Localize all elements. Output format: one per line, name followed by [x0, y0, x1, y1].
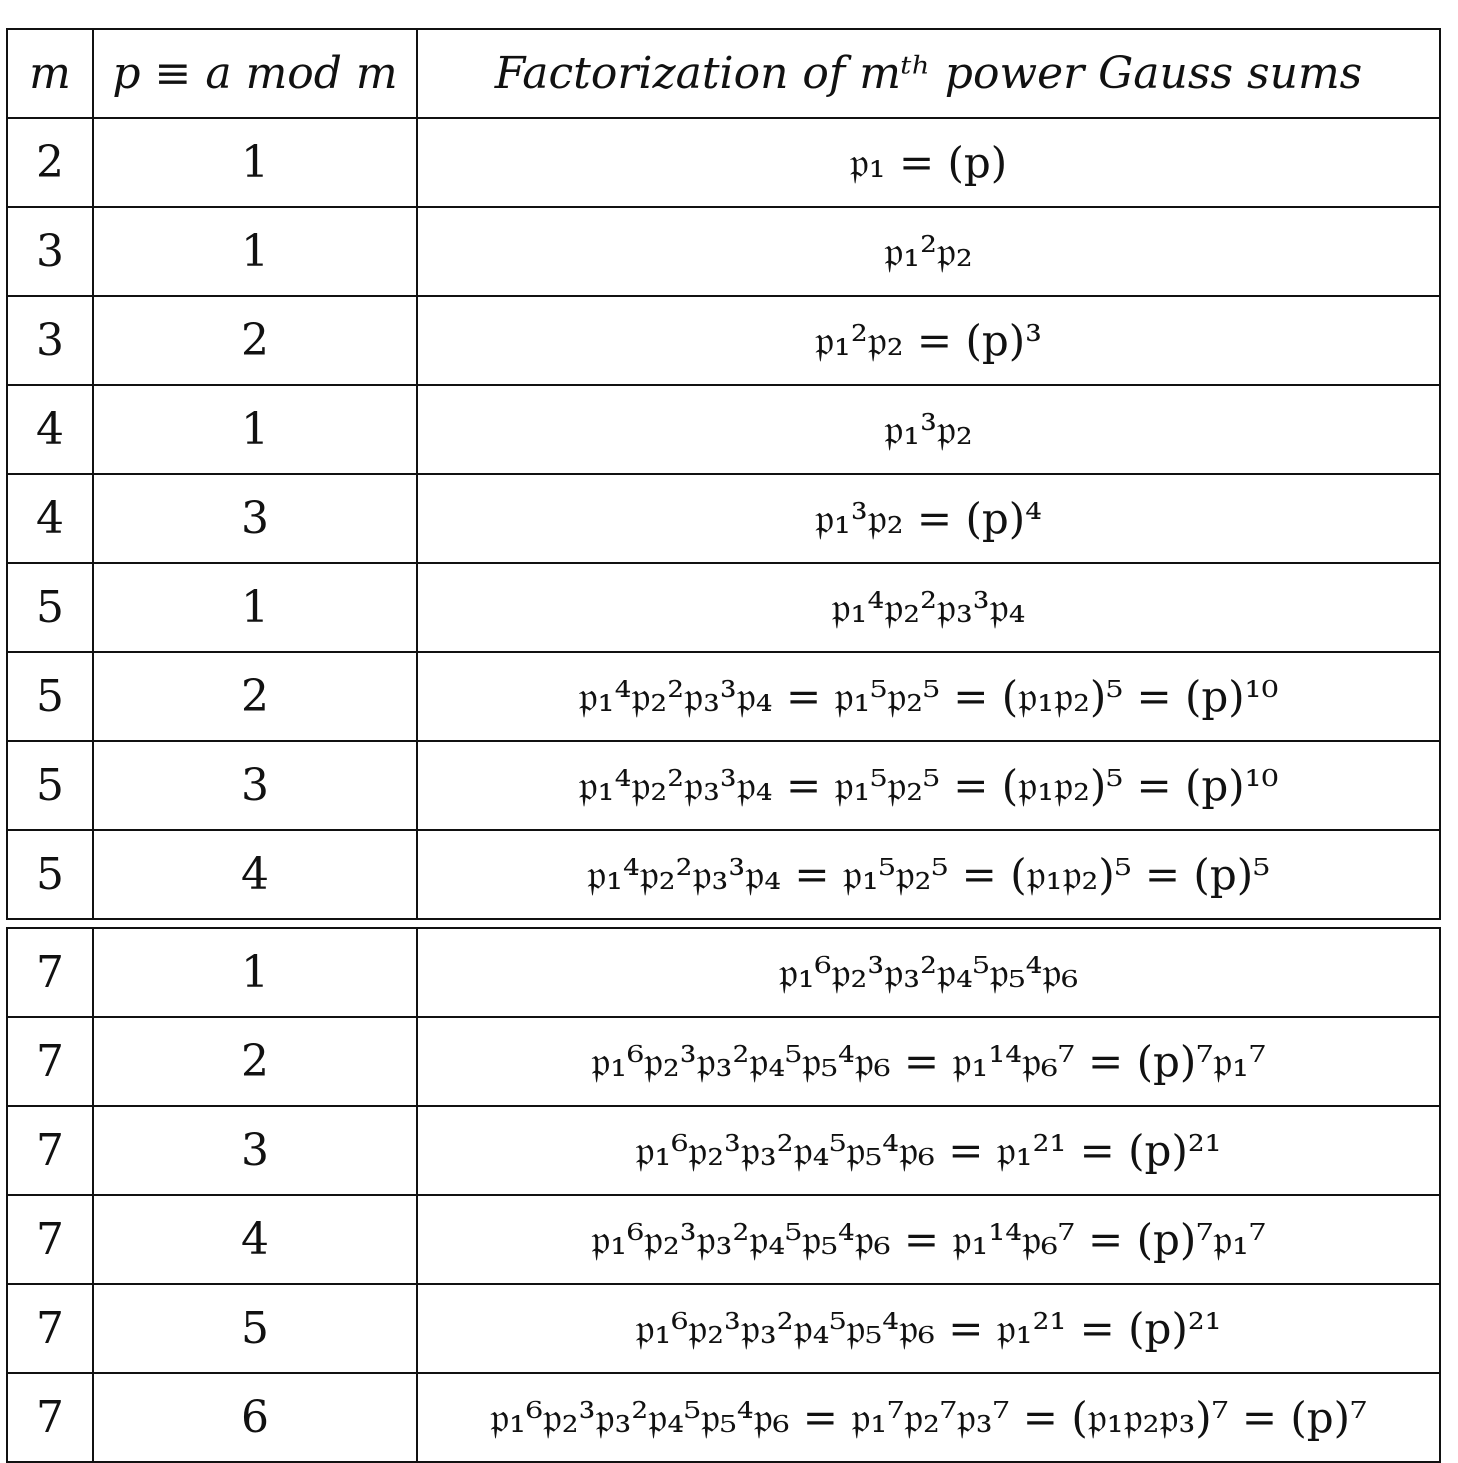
table-row — [7, 118, 1440, 207]
cell-residue: 1 — [93, 563, 417, 652]
table-row — [7, 1106, 1440, 1195]
cell-residue: 2 — [93, 1017, 417, 1106]
table-row — [7, 1195, 1440, 1284]
cell-m: 7 — [7, 1017, 93, 1106]
cell-m: 4 — [7, 474, 93, 563]
cell-factorization: 𝔭₁⁶𝔭₂³𝔭₃²𝔭₄⁵𝔭₅⁴𝔭₆ = 𝔭₁⁷𝔭₂⁷𝔭₃⁷ = (𝔭₁𝔭₂𝔭₃)⁷ = (p)⁷ — [417, 1373, 1440, 1462]
cell-m: 4 — [7, 385, 93, 474]
cell-m: 7 — [7, 1373, 93, 1462]
cell-factorization: 𝔭₁⁴𝔭₂²𝔭₃³𝔭₄ = 𝔭₁⁵𝔭₂⁵ = (𝔭₁𝔭₂)⁵ = (p)⁵ — [417, 830, 1440, 919]
cell-factorization: 𝔭₁³𝔭₂ — [417, 385, 1440, 474]
cell-factorization: 𝔭₁²𝔭₂ = (p)³ — [417, 296, 1440, 385]
table-row — [7, 928, 1440, 1017]
gauss-sum-table-top — [6, 28, 1441, 920]
cell-residue: 1 — [93, 928, 417, 1017]
cell-m: 2 — [7, 118, 93, 207]
cell-factorization: 𝔭₁⁴𝔭₂²𝔭₃³𝔭₄ = 𝔭₁⁵𝔭₂⁵ = (𝔭₁𝔭₂)⁵ = (p)¹⁰ — [417, 741, 1440, 830]
cell-residue: 3 — [93, 741, 417, 830]
table-row — [7, 385, 1440, 474]
table-row — [7, 652, 1440, 741]
cell-m: 7 — [7, 1195, 93, 1284]
cell-m: 5 — [7, 741, 93, 830]
table-row — [7, 563, 1440, 652]
cell-factorization: 𝔭₁ = (p) — [417, 118, 1440, 207]
cell-m: 7 — [7, 928, 93, 1017]
header-factorization: Factorization of mᵗʰ power Gauss sums — [417, 29, 1440, 118]
cell-factorization: 𝔭₁⁶𝔭₂³𝔭₃²𝔭₄⁵𝔭₅⁴𝔭₆ = 𝔭₁²¹ = (p)²¹ — [417, 1284, 1440, 1373]
table-row — [7, 830, 1440, 919]
cell-m: 3 — [7, 296, 93, 385]
cell-factorization: 𝔭₁⁶𝔭₂³𝔭₃²𝔭₄⁵𝔭₅⁴𝔭₆ — [417, 928, 1440, 1017]
header-residue: p ≡ a mod m — [93, 29, 417, 118]
cell-factorization: 𝔭₁⁶𝔭₂³𝔭₃²𝔭₄⁵𝔭₅⁴𝔭₆ = 𝔭₁¹⁴𝔭₆⁷ = (p)⁷𝔭₁⁷ — [417, 1195, 1440, 1284]
cell-m: 5 — [7, 830, 93, 919]
cell-factorization: 𝔭₁⁴𝔭₂²𝔭₃³𝔭₄ — [417, 563, 1440, 652]
table-row — [7, 474, 1440, 563]
table-row — [7, 741, 1440, 830]
cell-residue: 2 — [93, 652, 417, 741]
table-row — [7, 1373, 1440, 1462]
cell-residue: 6 — [93, 1373, 417, 1462]
table-row — [7, 1284, 1440, 1373]
gauss-sum-table-bottom — [6, 927, 1441, 1463]
cell-m: 5 — [7, 652, 93, 741]
table-row — [7, 296, 1440, 385]
cell-factorization: 𝔭₁⁴𝔭₂²𝔭₃³𝔭₄ = 𝔭₁⁵𝔭₂⁵ = (𝔭₁𝔭₂)⁵ = (p)¹⁰ — [417, 652, 1440, 741]
cell-factorization: 𝔭₁⁶𝔭₂³𝔭₃²𝔭₄⁵𝔭₅⁴𝔭₆ = 𝔭₁²¹ = (p)²¹ — [417, 1106, 1440, 1195]
cell-factorization: 𝔭₁³𝔭₂ = (p)⁴ — [417, 474, 1440, 563]
header-m: m — [7, 29, 93, 118]
cell-residue: 3 — [93, 474, 417, 563]
table-row — [7, 207, 1440, 296]
table-row — [7, 1017, 1440, 1106]
cell-factorization: 𝔭₁⁶𝔭₂³𝔭₃²𝔭₄⁵𝔭₅⁴𝔭₆ = 𝔭₁¹⁴𝔭₆⁷ = (p)⁷𝔭₁⁷ — [417, 1017, 1440, 1106]
cell-m: 7 — [7, 1284, 93, 1373]
cell-factorization: 𝔭₁²𝔭₂ — [417, 207, 1440, 296]
cell-m: 5 — [7, 563, 93, 652]
cell-residue: 1 — [93, 118, 417, 207]
cell-residue: 4 — [93, 1195, 417, 1284]
cell-m: 7 — [7, 1106, 93, 1195]
cell-residue: 3 — [93, 1106, 417, 1195]
cell-residue: 2 — [93, 296, 417, 385]
table-header-row — [7, 29, 1440, 118]
cell-residue: 5 — [93, 1284, 417, 1373]
cell-residue: 1 — [93, 385, 417, 474]
cell-m: 3 — [7, 207, 93, 296]
cell-residue: 1 — [93, 207, 417, 296]
cell-residue: 4 — [93, 830, 417, 919]
